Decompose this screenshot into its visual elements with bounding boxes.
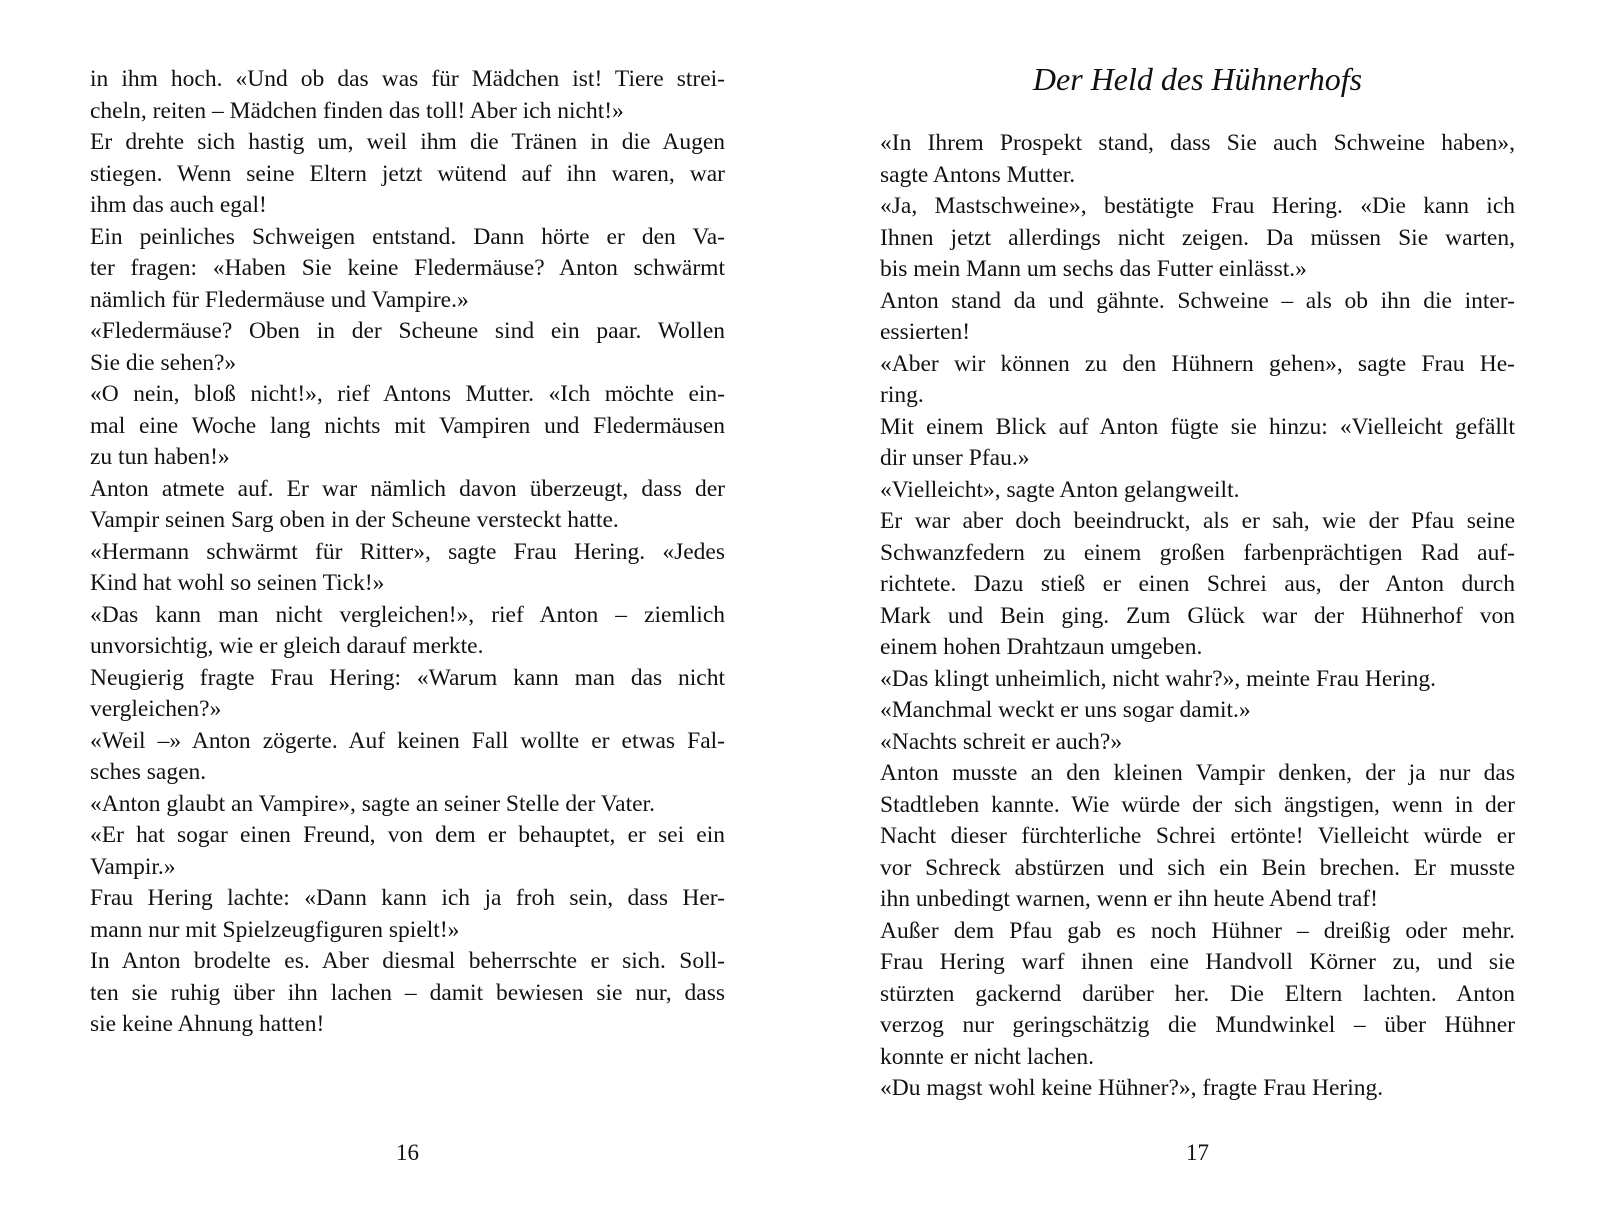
text-line: cheln, reiten – Mädchen finden das toll! Aber ich nicht!»: [90, 97, 624, 124]
text-line: essierten!: [880, 319, 971, 345]
left-page-body-text: [90, 64, 725, 1041]
text-line: nämlich für Fledermäuse und Vampire.»: [90, 286, 469, 313]
text-line: mal eine Woche lang nichts mit Vampiren und Fledermäusen: [90, 412, 725, 439]
text-line: Frau Hering lachte: «Dann kann ich ja froh sein, dass Her-: [90, 885, 725, 911]
text-line: ten sie ruhig über ihn lachen – damit bewiesen sie nur, dass: [90, 979, 725, 1006]
text-line: Vampir.»: [90, 853, 176, 880]
text-line: Anton atmete auf. Er war nämlich davon überzeugt, dass der: [90, 475, 725, 502]
text-line: verzog nur geringschätzig die Mundwinkel – über Hühner: [880, 1012, 1515, 1038]
text-line: Anton stand da und gähnte. Schweine – als ob ihn die inter-: [880, 287, 1515, 314]
left-page: [90, 0, 725, 1216]
text-line: vor Schreck abstürzen und sich ein Bein brechen. Er musste: [880, 854, 1515, 881]
text-line: Kind hat wohl so seinen Tick!»: [90, 570, 385, 596]
text-line: Schwanzfedern zu einem großen farbenprächtigen Rad auf-: [880, 539, 1515, 566]
text-line: stürzten gackernd darüber her. Die Eltern lachten. Anton: [880, 980, 1515, 1007]
text-line: zu tun haben!»: [90, 444, 230, 470]
text-line: mann nur mit Spielzeugfiguren spielt!»: [90, 916, 460, 943]
text-line: «Weil –» Anton zögerte. Auf keinen Fall wollte er etwas Fal-: [90, 727, 725, 754]
text-line: Außer dem Pfau gab es noch Hühner – dreißig oder mehr.: [880, 917, 1515, 944]
text-line: Anton musste an den kleinen Vampir denken, der ja nur das: [880, 760, 1515, 786]
text-line: «Aber wir können zu den Hühnern gehen», sagte Frau He-: [880, 350, 1515, 377]
text-line: vergleichen?»: [90, 696, 222, 722]
text-line: Er war aber doch beeindruckt, als er sah, wie der Pfau seine: [880, 508, 1515, 534]
text-line: Mit einem Blick auf Anton fügte sie hinzu: «Vielleicht gefällt: [880, 413, 1515, 440]
text-line: einem hohen Drahtzaun umgeben.: [880, 634, 1203, 660]
left-page-number: 16: [396, 1140, 419, 1165]
text-line: Stadtleben kannte. Wie würde der sich ängstigen, wenn in der: [880, 791, 1515, 818]
text-line: «Anton glaubt an Vampire», sagte an seiner Stelle der Vater.: [90, 790, 655, 817]
text-line: unvorsichtig, wie er gleich darauf merkte.: [90, 633, 484, 659]
text-line: Neugierig fragte Frau Hering: «Warum kann man das nicht: [90, 664, 725, 691]
text-line: Mark und Bein ging. Zum Glück war der Hühnerhof von: [880, 602, 1515, 629]
text-line: richtete. Dazu stieß er einen Schrei aus, der Anton durch: [880, 571, 1515, 597]
text-line: ring.: [880, 382, 924, 408]
text-line: ihn unbedingt warnen, wenn er ihn heute Abend traf!: [880, 886, 1378, 912]
text-line: «O nein, bloß nicht!», rief Antons Mutter. «Ich möchte ein-: [90, 381, 725, 407]
text-line: Ein peinliches Schweigen entstand. Dann hörte er den Va-: [90, 223, 725, 250]
text-line: ihm das auch egal!: [90, 192, 267, 218]
text-line: ter fragen: «Haben Sie keine Fledermäuse? Anton schwärmt: [90, 255, 725, 281]
text-line: «Vielleicht», sagte Anton gelangweilt.: [880, 476, 1240, 503]
text-line: «Er hat sogar einen Freund, von dem er behauptet, er sei ein: [90, 822, 725, 848]
text-line: dir unser Pfau.»: [880, 445, 1030, 471]
right-page-body-text: [880, 128, 1515, 1105]
right-page-number: 17: [1186, 1140, 1209, 1165]
text-line: bis mein Mann um sechs das Futter einlässt.»: [880, 256, 1307, 282]
text-line: stiegen. Wenn seine Eltern jetzt wütend auf ihn waren, war: [90, 160, 725, 187]
right-page: [880, 0, 1515, 1216]
text-line: «Das klingt unheimlich, nicht wahr?», meinte Frau Hering.: [880, 665, 1437, 692]
text-line: «In Ihrem Prospekt stand, dass Sie auch Schweine haben»,: [880, 130, 1515, 156]
text-line: Frau Hering warf ihnen eine Handvoll Körner zu, und sie: [880, 949, 1515, 975]
text-line: «Nachts schreit er auch?»: [880, 728, 1123, 755]
text-line: Er drehte sich hastig um, weil ihm die Tränen in die Augen: [90, 129, 725, 155]
text-line: sagte Antons Mutter.: [880, 161, 1076, 188]
text-line: In Anton brodelte es. Aber diesmal beherrschte er sich. Soll-: [90, 948, 725, 974]
text-line: sches sagen.: [90, 759, 207, 785]
text-line: «Hermann schwärmt für Ritter», sagte Frau Hering. «Jedes: [90, 538, 725, 565]
text-line: «Das kann man nicht vergleichen!», rief Anton – ziemlich: [90, 601, 725, 628]
text-line: «Fledermäuse? Oben in der Scheune sind ein paar. Wollen: [90, 318, 725, 344]
text-line: konnte er nicht lachen.: [880, 1043, 1095, 1070]
text-line: sie keine Ahnung hatten!: [90, 1011, 325, 1037]
text-line: Vampir seinen Sarg oben in der Scheune versteckt hatte.: [90, 507, 619, 533]
text-line: «Manchmal weckt er uns sogar damit.»: [880, 697, 1251, 723]
text-line: Ihnen jetzt allerdings nicht zeigen. Da müssen Sie warten,: [880, 224, 1515, 251]
text-line: Sie die sehen?»: [90, 349, 237, 376]
text-line: «Du magst wohl keine Hühner?», fragte Frau Hering.: [880, 1075, 1384, 1101]
text-line: Nacht dieser fürchterliche Schrei ertönte! Vielleicht würde er: [880, 823, 1515, 849]
text-line: in ihm hoch. «Und ob das was für Mädchen ist! Tiere strei-: [90, 66, 725, 92]
running-head-title: Der Held des Hühnerhofs: [1032, 61, 1363, 97]
text-line: «Ja, Mastschweine», bestätigte Frau Hering. «Die kann ich: [880, 193, 1515, 219]
